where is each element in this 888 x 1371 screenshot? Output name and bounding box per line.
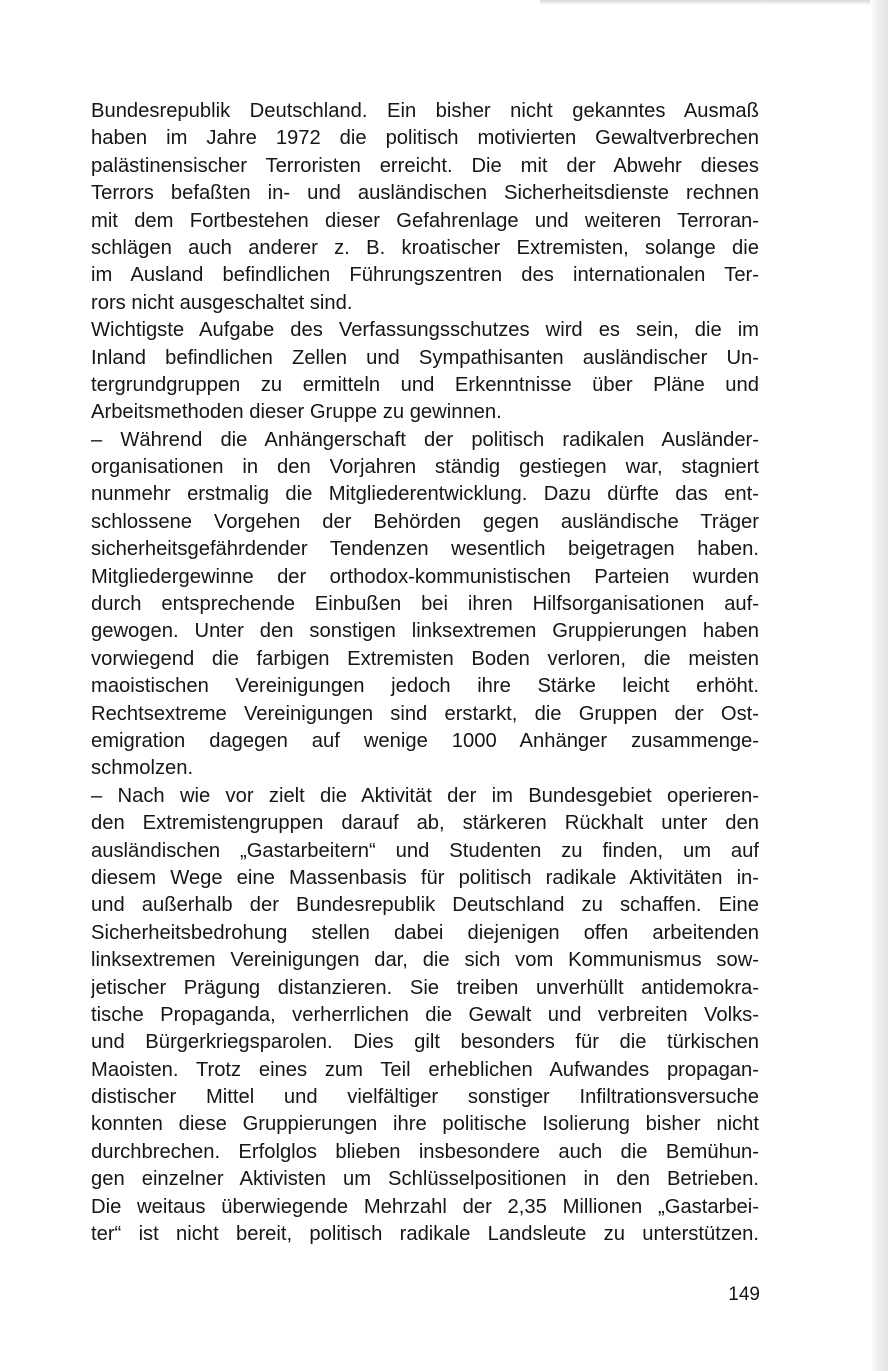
text-line: durchbrechen. Erfolglos blieben insbesondere auch die Bemühun-	[91, 1140, 759, 1163]
text-line: sicherheitsgefährdender Tendenzen wesentlich beigetragen haben.	[91, 538, 759, 561]
text-line: Mitgliedergewinne der orthodox-kommunistischen Parteien wurden	[91, 565, 759, 588]
text-line: organisationen in den Vorjahren ständig gestiegen war, stagniert	[91, 456, 759, 479]
text-line: ter“ ist nicht bereit, politisch radikale Landsleute zu unterstützen.	[91, 1223, 759, 1246]
scan-right-edge	[870, 0, 888, 1371]
text-line: mit dem Fortbestehen dieser Gefahrenlage und weiteren Terroran-	[91, 209, 759, 232]
text-line: schlägen auch anderer z. B. kroatischer Extremisten, solange die	[91, 236, 759, 259]
text-line: Die weitaus überwiegende Mehrzahl der 2,35 Millionen „Gastarbei-	[91, 1195, 759, 1218]
text-line: diesem Wege eine Massenbasis für politisch radikale Aktivitäten in-	[91, 866, 759, 889]
text-line: vorwiegend die farbigen Extremisten Boden verloren, die meisten	[91, 647, 759, 670]
text-line: Bundesrepublik Deutschland. Ein bisher nicht gekanntes Ausmaß	[91, 100, 759, 122]
text-line: durch entsprechende Einbußen bei ihren Hilfsorganisationen auf-	[91, 593, 759, 616]
text-line: haben im Jahre 1972 die politisch motivierten Gewaltverbrechen	[91, 127, 759, 150]
text-line: Inland befindlichen Zellen und Sympathisanten ausländischer Un-	[91, 346, 759, 369]
text-line: den Extremistengruppen darauf ab, stärkeren Rückhalt unter den	[91, 812, 759, 835]
text-line: im Ausland befindlichen Führungszentren des internationalen Ter-	[91, 264, 759, 287]
text-line: rors nicht ausgeschaltet sind.	[91, 291, 353, 314]
text-line: tische Propaganda, verherrlichen die Gewalt und verbreiten Volks-	[91, 1003, 759, 1026]
text-line: Wichtigste Aufgabe des Verfassungsschutzes wird es sein, die im	[91, 319, 759, 342]
text-line: gewogen. Unter den sonstigen linksextremen Gruppierungen haben	[91, 620, 759, 643]
text-line: Sicherheitsbedrohung stellen dabei diejenigen offen arbeitenden	[91, 921, 759, 944]
text-line: schmolzen.	[91, 757, 194, 780]
text-line: distischer Mittel und vielfältiger sonstiger Infiltrationsversuche	[91, 1086, 759, 1109]
page-number: 149	[728, 1284, 760, 1305]
text-line: tergrundgruppen zu ermitteln und Erkenntnisse über Pläne und	[91, 373, 759, 396]
text-line: konnten diese Gruppierungen ihre politische Isolierung bisher nicht	[91, 1113, 759, 1136]
scan-top-shadow	[540, 0, 888, 5]
text-line: Terrors befaßten in- und ausländischen Sicherheitsdienste rechnen	[91, 182, 759, 205]
text-line: – Nach wie vor zielt die Aktivität der im Bundesgebiet operieren-	[91, 784, 759, 807]
text-line: ausländischen „Gastarbeitern“ und Studenten zu finden, um auf	[91, 839, 759, 862]
text-line: emigration dagegen auf wenige 1000 Anhänger zusammenge-	[91, 729, 759, 752]
body-text	[91, 98, 759, 1248]
text-line: Maoisten. Trotz eines zum Teil erheblichen Aufwandes propagan-	[91, 1058, 759, 1081]
text-line: nunmehr erstmalig die Mitgliederentwicklung. Dazu dürfte das ent-	[91, 483, 759, 506]
text-line: palästinensischer Terroristen erreicht. Die mit der Abwehr dieses	[91, 154, 759, 177]
text-line: linksextremen Vereinigungen dar, die sich vom Kommunismus sow-	[91, 949, 759, 972]
text-line: gen einzelner Aktivisten um Schlüsselpositionen in den Betrieben.	[91, 1168, 759, 1191]
text-line: Rechtsextreme Vereinigungen sind erstarkt, die Gruppen der Ost-	[91, 702, 759, 725]
text-line: – Während die Anhängerschaft der politisch radikalen Ausländer-	[91, 428, 759, 451]
text-line: und Bürgerkriegsparolen. Dies gilt besonders für die türkischen	[91, 1031, 759, 1054]
text-line: maoistischen Vereinigungen jedoch ihre Stärke leicht erhöht.	[91, 675, 759, 698]
text-line: und außerhalb der Bundesrepublik Deutschland zu schaffen. Eine	[91, 894, 759, 917]
text-line: schlossene Vorgehen der Behörden gegen ausländische Träger	[91, 510, 759, 533]
text-line: Arbeitsmethoden dieser Gruppe zu gewinnen.	[91, 401, 502, 424]
text-line: jetischer Prägung distanzieren. Sie treiben unverhüllt antidemokra-	[91, 976, 759, 999]
